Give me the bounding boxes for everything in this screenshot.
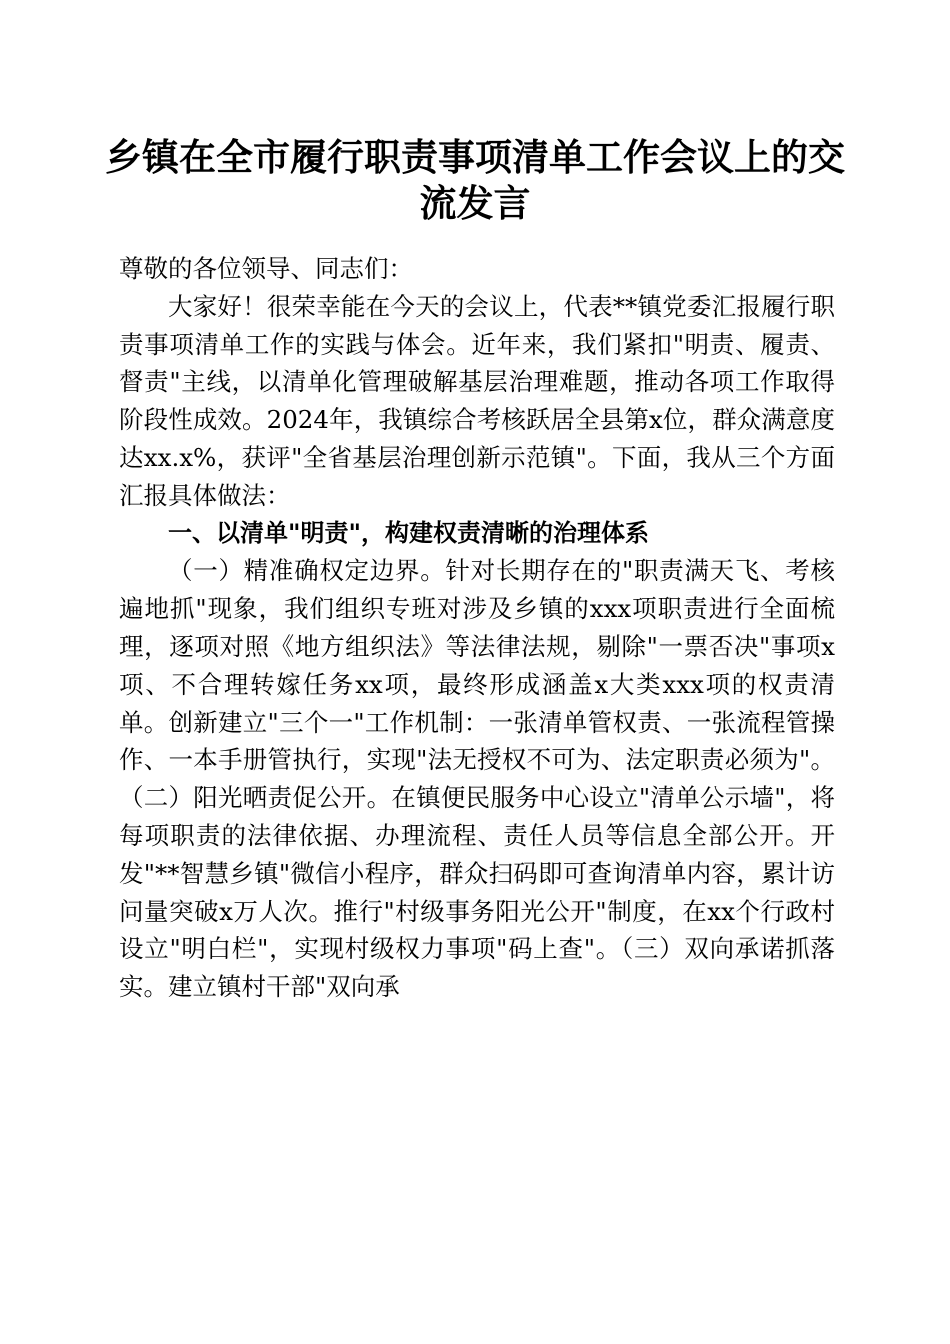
greeting: 尊敬的各位领导、同志们： — [119, 254, 413, 283]
title-line-2: 流发言 — [419, 181, 531, 225]
section-heading-1: 一、以清单"明责"，构建权责清晰的治理体系 — [168, 518, 650, 547]
paragraph-section-1: （一）精准确权定边界。针对长期存在的"职责满天飞、考核遍地抓"现象，我们组织专班对涉及乡镇的xxx项职责进行全面梳理，逐项对照《地方组织法》等法律法规，剔除"一票否决"事项x项、不合理转嫁任务xx项，最终形成涵盖x大类xxx项的权责清单。创新建立"三个一"工作机制：一张清单管权责、一张流程管操作、一本手册管执行，实现"法无授权不可为、法定职责必须为"。（二）阳光晒责促公开。在镇便民服务中心设立"清单公示墙"，将每项职责的法律依据、办理流程、责任人员等信息全部公开。开发"**智慧乡镇"微信小程序，群众扫码即可查询清单内容，累计访问量突破x万人次。推行"村级事务阳光公开"制度，在xx个行政村设立"明白栏"，实现村级权力事项"码上查"。（三）双向承诺抓落实。建立镇村干部"双向承 — [119, 556, 835, 1002]
paragraph-introduction: 大家好！很荣幸能在今天的会议上，代表**镇党委汇报履行职责事项清单工作的实践与体会。近年来，我们紧扣"明责、履责、督责"主线，以清单化管理破解基层治理难题，推动各项工作取得阶段性成效。2024年，我镇综合考核跃居全县第x位，群众满意度达xx.x%，获评"全省基层治理创新示范镇"。下面，我从三个方面汇报具体做法： — [119, 291, 835, 510]
document-body — [119, 250, 835, 1006]
document-title — [100, 134, 850, 226]
title-line-1: 乡镇在全市履行职责事项清单工作会议上的交 — [105, 135, 845, 179]
